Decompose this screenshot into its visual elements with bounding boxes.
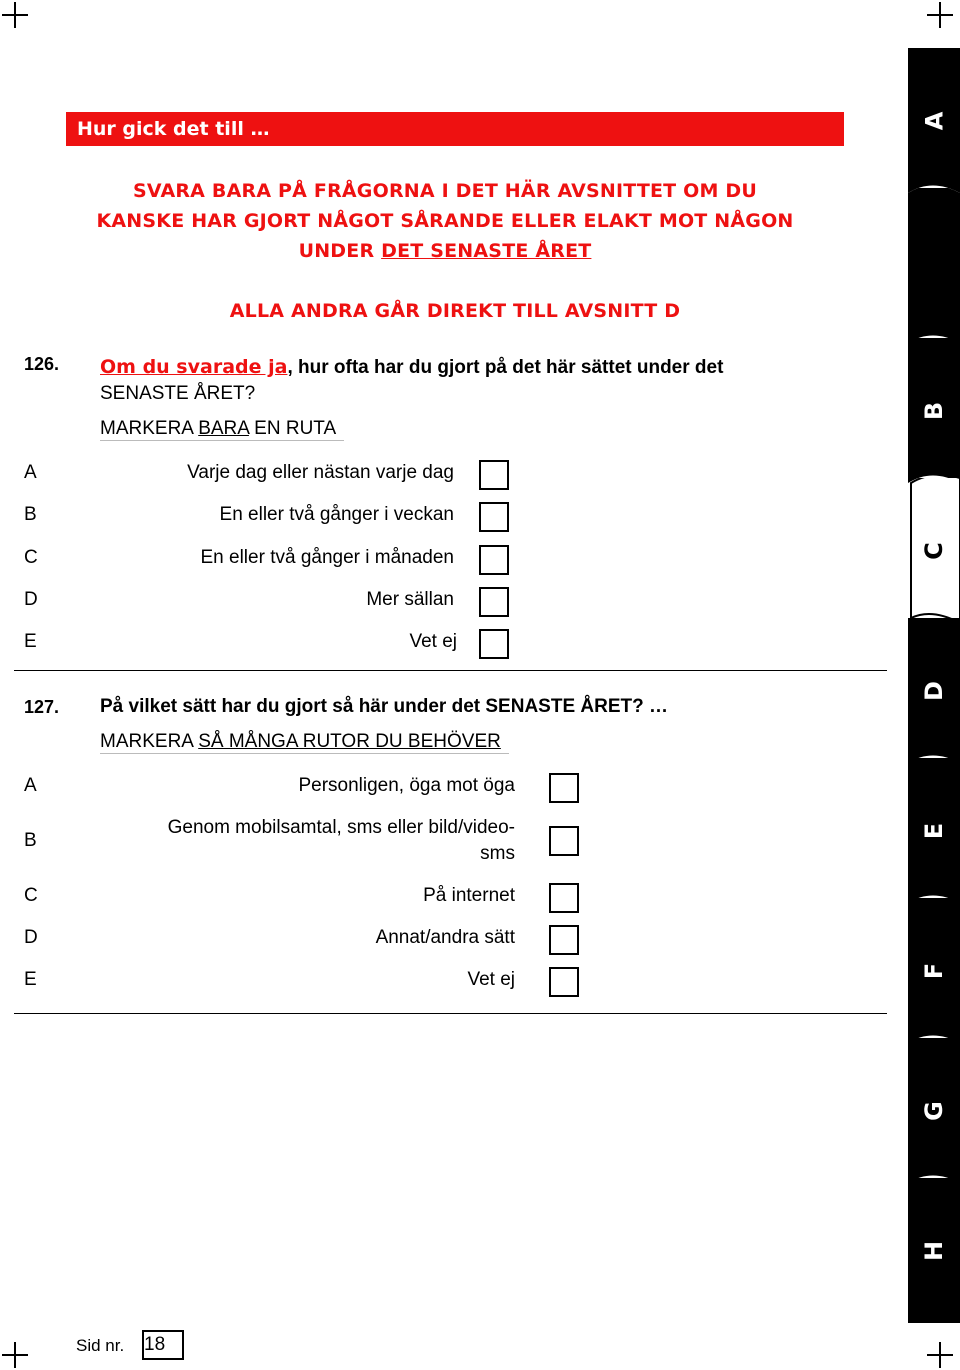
option-label: En eller två gånger i veckan bbox=[219, 504, 454, 525]
section-tab[interactable]: A bbox=[908, 48, 960, 193]
instruction-line-2: KANSKE HAR GJORT NÅGOT SÅRANDE ELLER ELAKT MOT NÅGON bbox=[96, 210, 794, 232]
option-label: Varje dag eller nästan varje dag bbox=[187, 462, 454, 483]
question-text-cont: SENASTE ÅRET? bbox=[100, 383, 256, 404]
answer-checkbox[interactable] bbox=[549, 826, 579, 856]
option-letter: D bbox=[24, 589, 38, 610]
option-label: På internet bbox=[423, 885, 515, 906]
option-letter: E bbox=[24, 969, 37, 990]
option-letter: C bbox=[24, 547, 38, 568]
answer-checkbox[interactable] bbox=[479, 587, 509, 617]
option-letter: A bbox=[24, 775, 37, 796]
crop-mark bbox=[14, 2, 16, 28]
instruction-line-3: UNDER DET SENASTE ÅRET bbox=[298, 240, 592, 262]
question-text: Om du svarade ja, hur ofta har du gjort på det här sättet under det bbox=[100, 356, 724, 378]
tab-gap bbox=[908, 188, 960, 338]
option-letter: E bbox=[24, 631, 37, 652]
divider bbox=[14, 1013, 887, 1014]
section-tab[interactable]: F bbox=[908, 898, 960, 1043]
option-label-cont: sms bbox=[480, 843, 515, 864]
section-tab-active[interactable]: C bbox=[908, 478, 960, 623]
question-text: På vilket sätt har du gjort så här under det SENASTE ÅRET? … bbox=[100, 696, 668, 717]
answer-instruction: MARKERA BARA EN RUTA bbox=[100, 418, 344, 441]
answer-checkbox[interactable] bbox=[479, 460, 509, 490]
answer-checkbox[interactable] bbox=[549, 773, 579, 803]
option-letter: B bbox=[24, 830, 37, 851]
section-tab[interactable]: H bbox=[908, 1178, 960, 1323]
page-number: 18 bbox=[142, 1330, 184, 1360]
divider bbox=[14, 670, 887, 671]
option-label: Annat/andra sätt bbox=[375, 927, 515, 948]
option-label: Personligen, öga mot öga bbox=[298, 775, 515, 796]
section-tab[interactable]: D bbox=[908, 618, 960, 763]
option-label: Vet ej bbox=[409, 631, 457, 652]
section-tab[interactable]: E bbox=[908, 758, 960, 903]
section-header: Hur gick det till … bbox=[66, 112, 844, 146]
question-number: 126. bbox=[24, 354, 60, 374]
answer-instruction: MARKERA SÅ MÅNGA RUTOR DU BEHÖVER bbox=[100, 731, 509, 754]
option-label: En eller två gånger i månaden bbox=[200, 547, 454, 568]
answer-checkbox[interactable] bbox=[549, 883, 579, 913]
answer-checkbox[interactable] bbox=[549, 967, 579, 997]
answer-checkbox[interactable] bbox=[479, 545, 509, 575]
crop-mark bbox=[939, 1342, 941, 1368]
answer-checkbox[interactable] bbox=[549, 925, 579, 955]
instruction-line-1: SVARA BARA PÅ FRÅGORNA I DET HÄR AVSNITTET OM DU bbox=[132, 180, 758, 202]
answer-checkbox[interactable] bbox=[479, 502, 509, 532]
section-tab[interactable]: B bbox=[908, 338, 960, 483]
answer-checkbox[interactable] bbox=[479, 629, 509, 659]
crop-mark bbox=[939, 2, 941, 28]
option-letter: A bbox=[24, 462, 37, 483]
crop-mark bbox=[14, 1342, 16, 1368]
option-label: Mer sällan bbox=[366, 589, 454, 610]
option-letter: C bbox=[24, 885, 38, 906]
option-letter: D bbox=[24, 927, 38, 948]
section-tab[interactable]: G bbox=[908, 1038, 960, 1183]
option-label: Vet ej bbox=[467, 969, 515, 990]
page-label: Sid nr. bbox=[76, 1336, 125, 1355]
option-letter: B bbox=[24, 504, 37, 525]
instruction-skip: ALLA ANDRA GÅR DIREKT TILL AVSNITT D bbox=[229, 300, 681, 322]
section-tabs bbox=[908, 48, 960, 1328]
question-number: 127. bbox=[24, 697, 60, 717]
option-label: Genom mobilsamtal, sms eller bild/video- bbox=[167, 817, 515, 838]
